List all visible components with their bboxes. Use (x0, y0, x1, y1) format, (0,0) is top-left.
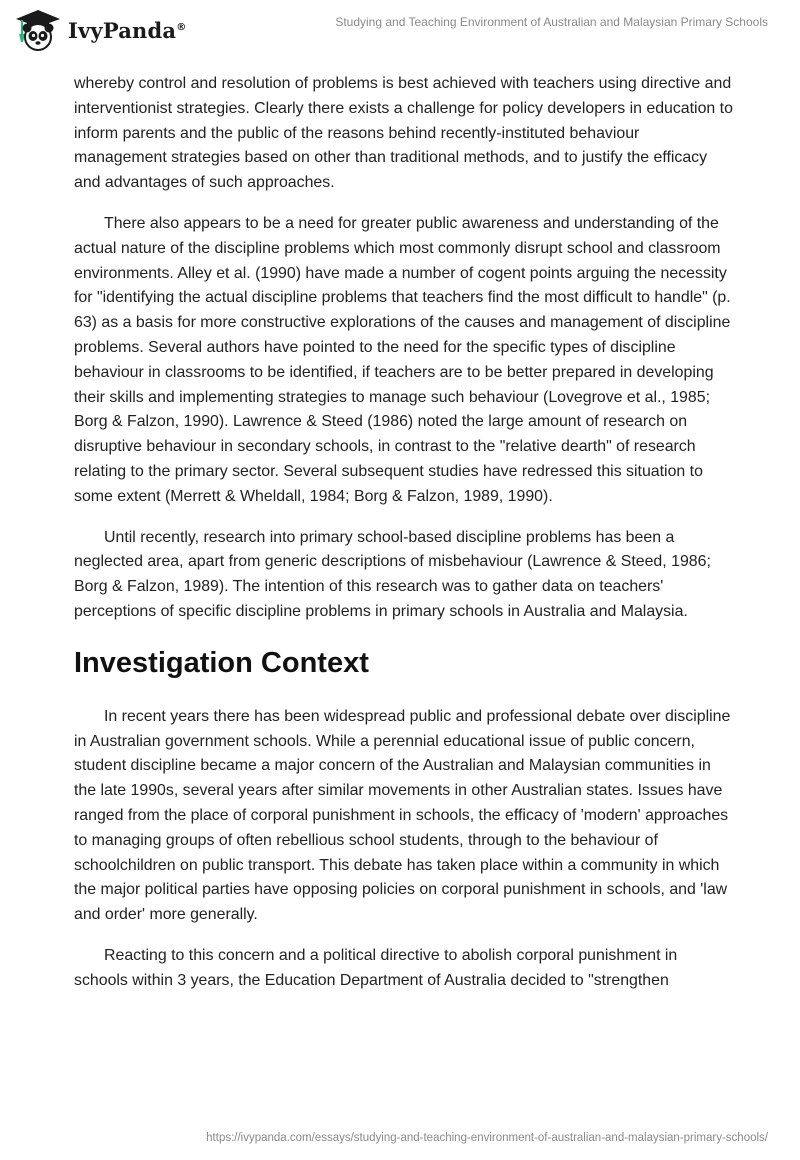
ivypanda-logo[interactable] (14, 8, 186, 52)
panda-graduation-cap-icon (14, 8, 62, 52)
section-heading: Investigation Context (74, 646, 369, 679)
essay-body (74, 72, 734, 1010)
document-title: Studying and Teaching Environment of Australian and Malaysian Primary Schools (335, 15, 768, 29)
source-url[interactable]: https://ivypanda.com/essays/studying-and-teaching-environment-of-australian-and-malaysian-primary-schools/ (206, 1132, 768, 1144)
paragraph-continued: whereby control and resolution of problems is best achieved with teachers using directive and interventionist strategies. Clearly there exists a challenge for policy developers in education to inform parents and the public of the reasons behind recently-instituted behaviour management strategies based on other than traditional methods, and to justify the efficacy and advantages of such approaches. (74, 75, 733, 192)
paragraph: Until recently, research into primary school-based discipline problems has been a neglected area, apart from generic descriptions of misbehaviour (Lawrence & Steed, 1986; Borg & Falzon, 1989). The intention of this research was to gather data on teachers' perceptions of specific discipline problems in primary schools in Australia and Malaysia. (74, 528, 711, 620)
paragraph: There also appears to be a need for greater public awareness and understanding of the actual nature of the discipline problems which most commonly disrupt school and classroom environments. Alley et al. (1990) have made a number of cogent points arguing the necessity for "identifying the actual discipline problems that teachers find the most difficult to handle" (p. 63) as a basis for more constructive explorations of the causes and management of discipline problems. Several authors have pointed to the need for the specific types of discipline behaviour in classrooms to be identified, if teachers are to be better prepared in developing their skills and implementing strategies to manage such behaviour (Lovegrove et al., 1985; Borg & Falzon, 1990). Lawrence & Steed (1986) noted the large amount of research on disruptive behaviour in secondary schools, in contrast to the "relative dearth" of research relating to the primary sector. Several subsequent studies have redressed this situation to some extent (Merrett & Wheldall, 1984; Borg & Falzon, 1989, 1990). (74, 214, 731, 505)
paragraph: Reacting to this concern and a political directive to abolish corporal punishment in schools within 3 years, the Education Department of Australia decided to "strengthen (74, 946, 678, 989)
page-header (0, 0, 800, 62)
paragraph: In recent years there has been widespread public and professional debate over discipline in Australian government schools. While a perennial educational issue of public concern, student discipline became a major concern of the Australian and Malaysian communities in the late 1990s, several years after similar movements in other Australian states. Issues have ranged from the place of corporal punishment in schools, the efficacy of 'modern' approaches to managing groups of often rebellious school students, through to the behaviour of schoolchildren on public transport. This debate has taken place within a community in which the major political parties have opposing policies on corporal punishment in schools, and 'law and order' more generally. (74, 707, 731, 924)
brand-name: IvyPanda® (68, 17, 187, 43)
